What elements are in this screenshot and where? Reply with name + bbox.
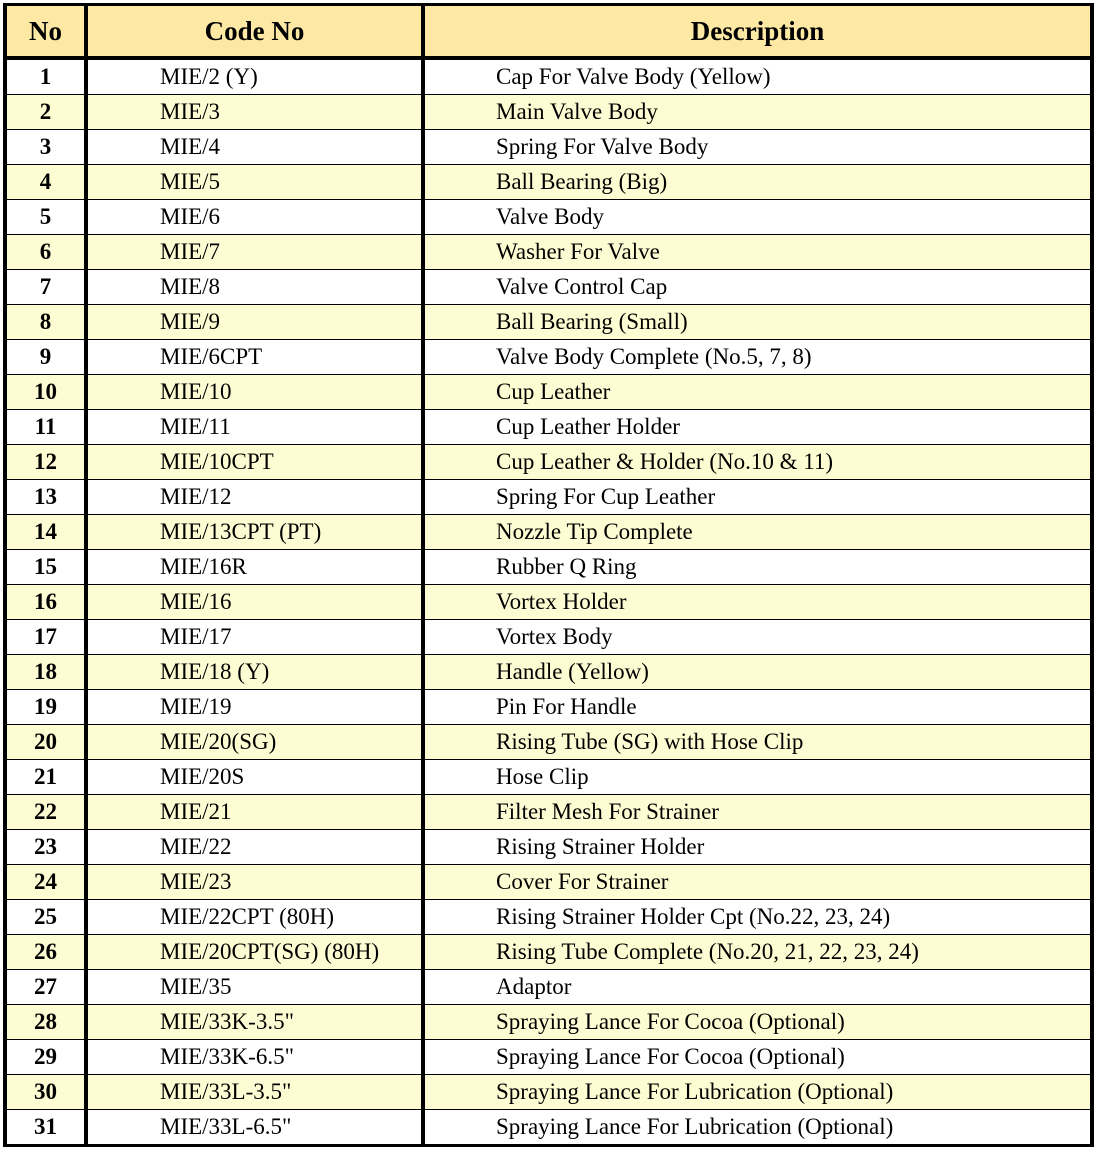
- table-row: [5, 200, 1092, 235]
- part-code: MIE/20(SG): [86, 725, 423, 760]
- table-row: [5, 340, 1092, 375]
- part-code: MIE/33L-6.5": [86, 1110, 423, 1146]
- row-number: 12: [5, 445, 86, 480]
- row-number: 6: [5, 235, 86, 270]
- part-code: MIE/7: [86, 235, 423, 270]
- table-row: [5, 235, 1092, 270]
- part-code: MIE/22CPT (80H): [86, 900, 423, 935]
- row-number: 4: [5, 165, 86, 200]
- part-description: Ball Bearing (Big): [423, 165, 1092, 200]
- part-description: Valve Body: [423, 200, 1092, 235]
- part-description: Vortex Body: [423, 620, 1092, 655]
- part-description: Spraying Lance For Lubrication (Optional): [423, 1110, 1092, 1146]
- part-code: MIE/6CPT: [86, 340, 423, 375]
- table-row: [5, 95, 1092, 130]
- part-description: Nozzle Tip Complete: [423, 515, 1092, 550]
- table-row: [5, 865, 1092, 900]
- table-row: [5, 1005, 1092, 1040]
- part-description: Hose Clip: [423, 760, 1092, 795]
- row-number: 1: [5, 58, 86, 95]
- parts-table-body: [5, 58, 1092, 1146]
- part-code: MIE/33L-3.5": [86, 1075, 423, 1110]
- part-description: Main Valve Body: [423, 95, 1092, 130]
- part-code: MIE/10: [86, 375, 423, 410]
- part-description: Cup Leather & Holder (No.10 & 11): [423, 445, 1092, 480]
- table-row: [5, 690, 1092, 725]
- part-code: MIE/8: [86, 270, 423, 305]
- part-description: Adaptor: [423, 970, 1092, 1005]
- row-number: 23: [5, 830, 86, 865]
- part-code: MIE/20CPT(SG) (80H): [86, 935, 423, 970]
- part-description: Spraying Lance For Cocoa (Optional): [423, 1040, 1092, 1075]
- part-description: Cup Leather: [423, 375, 1092, 410]
- part-code: MIE/22: [86, 830, 423, 865]
- parts-list-table: [3, 3, 1094, 1147]
- table-row: [5, 515, 1092, 550]
- part-description: Cover For Strainer: [423, 865, 1092, 900]
- table-row: [5, 550, 1092, 585]
- table-row: [5, 1040, 1092, 1075]
- table-row: [5, 900, 1092, 935]
- row-number: 27: [5, 970, 86, 1005]
- part-code: MIE/9: [86, 305, 423, 340]
- part-code: MIE/35: [86, 970, 423, 1005]
- part-code: MIE/19: [86, 690, 423, 725]
- part-description: Rising Tube Complete (No.20, 21, 22, 23, 24): [423, 935, 1092, 970]
- row-number: 16: [5, 585, 86, 620]
- row-number: 19: [5, 690, 86, 725]
- part-code: MIE/23: [86, 865, 423, 900]
- part-description: Vortex Holder: [423, 585, 1092, 620]
- part-code: MIE/33K-6.5": [86, 1040, 423, 1075]
- part-description: Ball Bearing (Small): [423, 305, 1092, 340]
- part-description: Rubber Q Ring: [423, 550, 1092, 585]
- part-description: Valve Control Cap: [423, 270, 1092, 305]
- row-number: 8: [5, 305, 86, 340]
- part-code: MIE/21: [86, 795, 423, 830]
- row-number: 31: [5, 1110, 86, 1146]
- part-description: Spraying Lance For Cocoa (Optional): [423, 1005, 1092, 1040]
- row-number: 21: [5, 760, 86, 795]
- row-number: 13: [5, 480, 86, 515]
- table-row: [5, 795, 1092, 830]
- part-description: Spraying Lance For Lubrication (Optional): [423, 1075, 1092, 1110]
- row-number: 25: [5, 900, 86, 935]
- table-row: [5, 760, 1092, 795]
- table-row: [5, 585, 1092, 620]
- row-number: 2: [5, 95, 86, 130]
- header-no: No: [5, 5, 86, 59]
- row-number: 24: [5, 865, 86, 900]
- table-row: [5, 130, 1092, 165]
- part-description: Pin For Handle: [423, 690, 1092, 725]
- part-description: Spring For Cup Leather: [423, 480, 1092, 515]
- table-row: [5, 1075, 1092, 1110]
- part-code: MIE/12: [86, 480, 423, 515]
- table-row: [5, 410, 1092, 445]
- row-number: 7: [5, 270, 86, 305]
- part-description: Cup Leather Holder: [423, 410, 1092, 445]
- row-number: 30: [5, 1075, 86, 1110]
- row-number: 5: [5, 200, 86, 235]
- part-description: Rising Strainer Holder Cpt (No.22, 23, 24): [423, 900, 1092, 935]
- table-row: [5, 970, 1092, 1005]
- row-number: 28: [5, 1005, 86, 1040]
- row-number: 29: [5, 1040, 86, 1075]
- part-code: MIE/6: [86, 200, 423, 235]
- part-code: MIE/20S: [86, 760, 423, 795]
- row-number: 17: [5, 620, 86, 655]
- row-number: 10: [5, 375, 86, 410]
- table-row: [5, 305, 1092, 340]
- part-code: MIE/18 (Y): [86, 655, 423, 690]
- row-number: 18: [5, 655, 86, 690]
- header-description: Description: [423, 5, 1092, 59]
- table-row: [5, 935, 1092, 970]
- row-number: 26: [5, 935, 86, 970]
- part-description: Handle (Yellow): [423, 655, 1092, 690]
- header-code-no: Code No: [86, 5, 423, 59]
- part-description: Cap For Valve Body (Yellow): [423, 58, 1092, 95]
- table-row: [5, 480, 1092, 515]
- row-number: 14: [5, 515, 86, 550]
- part-code: MIE/3: [86, 95, 423, 130]
- part-code: MIE/16R: [86, 550, 423, 585]
- table-row: [5, 1110, 1092, 1146]
- table-row: [5, 445, 1092, 480]
- table-row: [5, 725, 1092, 760]
- header-row: [5, 5, 1092, 59]
- part-code: MIE/10CPT: [86, 445, 423, 480]
- part-description: Filter Mesh For Strainer: [423, 795, 1092, 830]
- table-row: [5, 655, 1092, 690]
- part-code: MIE/5: [86, 165, 423, 200]
- table-row: [5, 375, 1092, 410]
- part-code: MIE/33K-3.5": [86, 1005, 423, 1040]
- table-row: [5, 58, 1092, 95]
- table-row: [5, 270, 1092, 305]
- row-number: 22: [5, 795, 86, 830]
- part-code: MIE/13CPT (PT): [86, 515, 423, 550]
- part-description: Valve Body Complete (No.5, 7, 8): [423, 340, 1092, 375]
- part-description: Spring For Valve Body: [423, 130, 1092, 165]
- row-number: 20: [5, 725, 86, 760]
- row-number: 9: [5, 340, 86, 375]
- part-code: MIE/16: [86, 585, 423, 620]
- part-description: Rising Tube (SG) with Hose Clip: [423, 725, 1092, 760]
- table-row: [5, 165, 1092, 200]
- part-code: MIE/17: [86, 620, 423, 655]
- row-number: 11: [5, 410, 86, 445]
- part-description: Rising Strainer Holder: [423, 830, 1092, 865]
- part-code: MIE/2 (Y): [86, 58, 423, 95]
- row-number: 15: [5, 550, 86, 585]
- part-description: Washer For Valve: [423, 235, 1092, 270]
- table-row: [5, 620, 1092, 655]
- row-number: 3: [5, 130, 86, 165]
- part-code: MIE/4: [86, 130, 423, 165]
- table-row: [5, 830, 1092, 865]
- part-code: MIE/11: [86, 410, 423, 445]
